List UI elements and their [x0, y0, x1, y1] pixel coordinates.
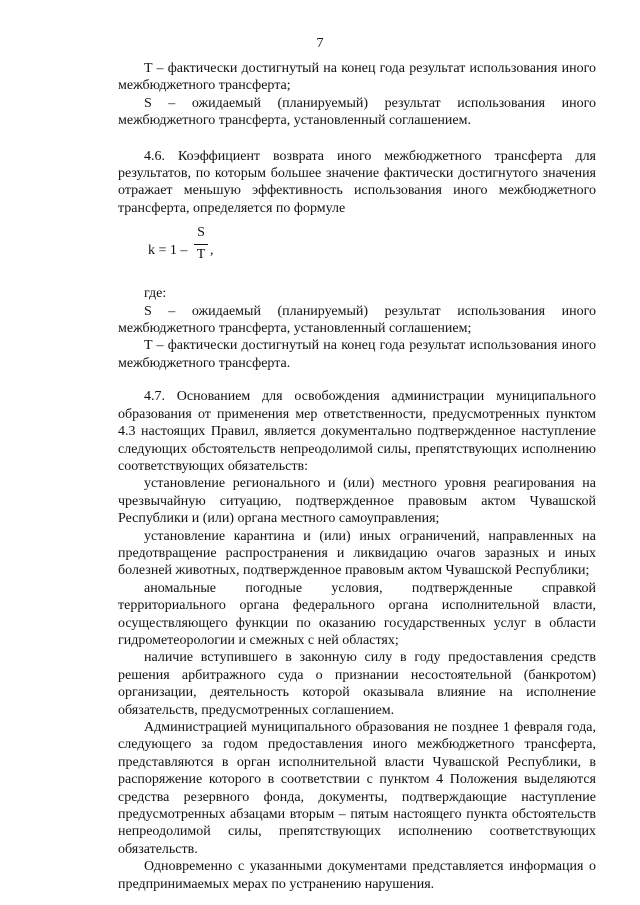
force-majeure-item: установление регионального и (или) местного уровня реагирования на чрезвычайную ситуацию, подтвержденное правовым актом Чувашской Республики и (или) органа местного самоуправления;	[118, 476, 596, 527]
force-majeure-item: установление карантина и (или) иных ограничений, направленных на предотвращение распространения и ликвидацию очагов заразных и иных болезней животных, подтвержденное правовым актом Чувашской Республики;	[118, 528, 596, 579]
document-body	[118, 60, 596, 893]
paragraph-s-definition: S – ожидаемый (планируемый) результат использования иного межбюджетного трансферта, установленный соглашением.	[118, 95, 596, 129]
force-majeure-item: аномальные погодные условия, подтвержденные справкой территориального органа федерального органа исполнительной власти, осуществляющего функции по оказанию государственных услуг в области гидрометеорологии и смежных с ней областях;	[118, 580, 596, 648]
section-4-7-intro: 4.7. Основанием для освобождения администрации муниципального образования от применения мер ответственности, предусмотренных пунктом 4.3 настоящих Правил, является документально подтвержденное наступление следующих обстоятельств непреодолимой силы, препятствующих исполнению соответствующих обязательств:	[118, 389, 596, 474]
return-coefficient-formula	[118, 221, 596, 277]
section-4-6-text: 4.6. Коэффициент возврата иного межбюджетного трансферта для результатов, по которым большее значение фактически достигнутого значения отражает меньшую эффективность использования иного межбюджетного трансферта, определяется по формуле	[118, 148, 596, 216]
formula-denominator: T	[196, 247, 206, 263]
paragraph-t-definition: T – фактически достигнутый на конец года результат использования иного межбюджетного трансферта;	[118, 61, 596, 94]
documents-submission-paragraph: Администрацией муниципального образования не позднее 1 февраля года, следующего за годом предоставления иного межбюджетного трансферта, представляются в орган исполнительной власти Чувашской Республики, в распоряжение которого в соответствии с пунктом 4 Положения выделяются средства резервного фонда, документы, подтверждающие наступление предусмотренных абзацами вторым – пятым настоящего пункта обстоятельств непреодолимой силы, препятствующих исполнению соответствующих обязательств.	[118, 720, 596, 857]
formula-comma: ,	[210, 243, 214, 259]
fraction-bar	[194, 244, 208, 245]
definition-s: S – ожидаемый (планируемый) результат использования иного межбюджетного трансферта, установленный соглашением;	[118, 303, 596, 337]
formula-lhs: k = 1 –	[148, 243, 188, 259]
definition-t: T – фактически достигнутый на конец года результат использования иного межбюджетного трансферта.	[118, 338, 596, 371]
formula-numerator: S	[197, 225, 205, 241]
formula-fraction	[194, 225, 208, 265]
force-majeure-item: наличие вступившего в законную силу в году предоставления средств решения арбитражного суда о признании несостоятельной (банкротом) организации, деятельность которой оказывала влияние на исполнение обязательств, предусмотренных соглашением.	[118, 650, 596, 718]
page-number: 7	[316, 36, 324, 51]
where-label: где:	[144, 286, 167, 302]
measures-information-paragraph: Одновременно с указанными документами представляется информация о предпринимаемых мерах по устранению нарушения.	[118, 859, 596, 892]
